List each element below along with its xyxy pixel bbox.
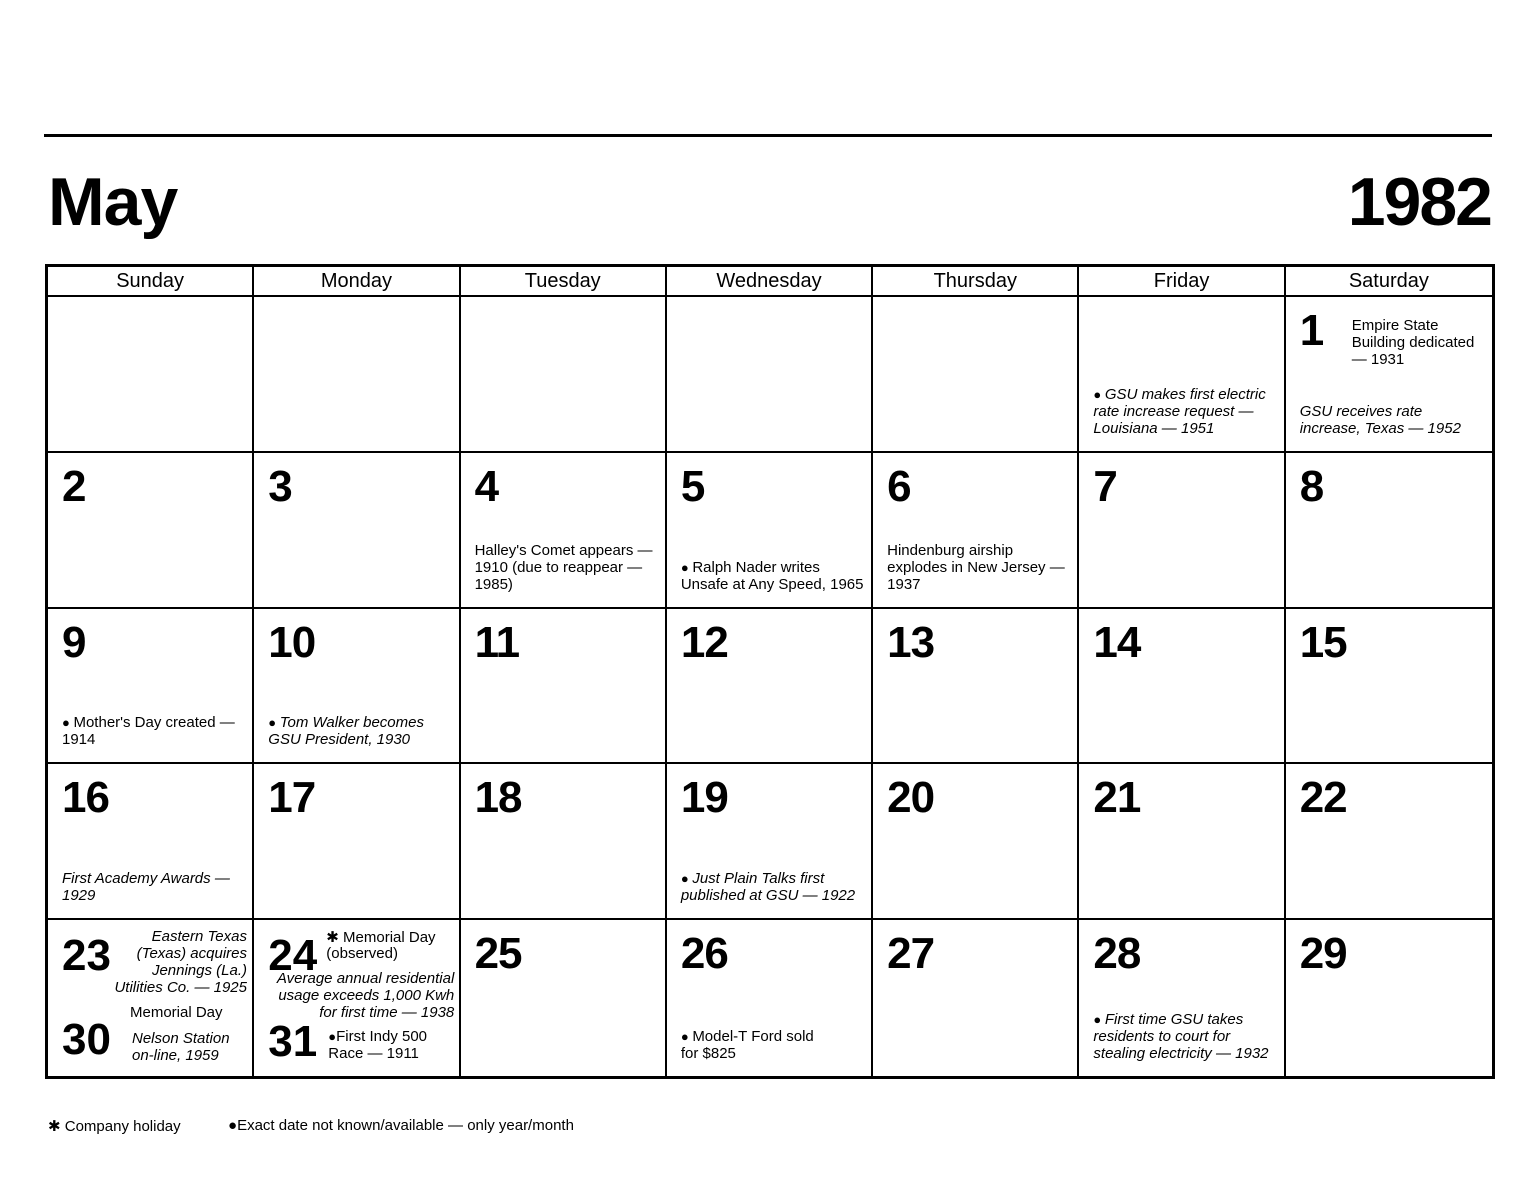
day-number: 1	[1299, 306, 1325, 355]
weekday-wednesday: Wednesday	[667, 267, 873, 297]
day-cell-empty	[48, 297, 254, 453]
day-number: 27	[887, 929, 935, 979]
day-number: 5	[680, 461, 705, 511]
weekday-tuesday: Tuesday	[461, 267, 667, 297]
day-cell-25	[461, 920, 667, 1076]
event-note: ● Mother's Day created — 1914	[62, 714, 235, 749]
bullet-dot-icon: ●	[680, 871, 693, 887]
day-number: 31	[268, 1017, 318, 1067]
bullet-dot-icon: ●	[680, 559, 693, 575]
day-number: 26	[680, 929, 728, 979]
day-number: 9	[62, 617, 86, 667]
day-cell-14	[1079, 609, 1285, 765]
event-note: ● Ralph Nader writes Unsafe at Any Speed, 1965	[680, 558, 864, 593]
legend-company-holiday: ✱ Company holiday	[48, 1118, 181, 1135]
day-cell-9	[48, 609, 254, 765]
day-cell-empty	[254, 297, 460, 453]
day-cell-7	[1079, 453, 1285, 609]
day-cell-23-30	[48, 920, 254, 1076]
day-number: 24	[268, 931, 318, 981]
day-number: 21	[1093, 773, 1141, 823]
day-cell-empty	[873, 297, 1079, 453]
event-note: Halley's Comet appears — 1910 (due to reappear — 1985)	[474, 541, 653, 593]
day-number: 8	[1299, 461, 1324, 511]
day-cell-16	[48, 764, 254, 920]
day-number: 17	[268, 773, 316, 823]
day-cell-10	[254, 609, 460, 765]
event-note: ● First time GSU takes residents to court for stealing electricity — 1932	[1093, 1011, 1269, 1062]
event-note: Hindenburg airship explodes in New Jersey — 1937	[887, 541, 1065, 593]
day-cell-26	[667, 920, 873, 1076]
day-cell-15	[1286, 609, 1492, 765]
day-cell-6	[873, 453, 1079, 609]
day-number: 7	[1093, 461, 1117, 511]
day-number: 3	[268, 461, 292, 511]
day-cell-empty	[667, 297, 873, 453]
day-cell-3	[254, 453, 460, 609]
day-cell-22	[1286, 764, 1492, 920]
day-cell-13	[873, 609, 1079, 765]
event-note: Average annual residential usage exceeds 1,000 Kwh for first time — 1938	[276, 970, 455, 1022]
bullet-dot-icon: ●	[328, 1029, 337, 1045]
bullet-dot-icon: ●	[268, 715, 280, 731]
day-cell-11	[461, 609, 667, 765]
event-note: First Academy Awards — 1929	[62, 870, 230, 905]
day-number: 14	[1093, 617, 1141, 667]
day-cell-1	[1286, 297, 1492, 453]
day-cell-17	[254, 764, 460, 920]
weekday-thursday: Thursday	[873, 267, 1079, 297]
event-note: Empire State Building dedicated — 1931	[1351, 317, 1475, 368]
calendar-grid	[45, 264, 1495, 1079]
day-number: 28	[1093, 929, 1141, 979]
day-number: 29	[1299, 929, 1347, 979]
day-cell-2	[48, 453, 254, 609]
event-note: ● GSU makes first electric rate increase request — Louisiana — 1951	[1093, 385, 1266, 437]
day-cell-12	[667, 609, 873, 765]
day-number: 2	[62, 461, 86, 511]
day-number: 4	[474, 461, 499, 511]
weekday-friday: Friday	[1079, 267, 1285, 297]
day-cell-20	[873, 764, 1079, 920]
year-title: 1982	[1347, 164, 1491, 240]
bullet-dot-icon: ●	[1093, 1012, 1105, 1027]
day-number: 30	[62, 1015, 111, 1065]
day-number: 19	[680, 773, 728, 823]
day-number: 11	[474, 617, 520, 667]
day-cell-27	[873, 920, 1079, 1076]
bullet-dot-icon: ●	[1093, 386, 1105, 402]
top-rule	[44, 134, 1492, 137]
event-note: ● Model-T Ford sold for $825	[680, 1028, 814, 1062]
legend-exact-date: ●Exact date not known/available — only year/month	[228, 1117, 574, 1134]
day-cell-8	[1286, 453, 1492, 609]
event-note: ●First Indy 500 Race — 1911	[328, 1028, 428, 1063]
day-cell-29	[1286, 920, 1492, 1076]
day-cell-18	[461, 764, 667, 920]
star-icon: ✱	[326, 929, 339, 947]
month-title: May	[48, 164, 178, 240]
day-cell-4	[461, 453, 667, 609]
day-number: 23	[62, 931, 111, 981]
day-number: 20	[887, 773, 935, 823]
day-number: 6	[887, 461, 911, 511]
holiday-label: Memorial Day	[130, 1004, 223, 1022]
star-icon: ✱	[48, 1118, 61, 1135]
day-cell-empty-friday	[1079, 297, 1285, 453]
event-note: ● Just Plain Talks first published at GSU — 1922	[680, 870, 856, 905]
day-number: 15	[1299, 617, 1347, 667]
event-note: GSU receives rate increase, Texas — 1952	[1299, 402, 1461, 437]
event-note: Eastern Texas (Texas) acquires Jennings (La.) Utilities Co. — 1925	[114, 928, 247, 997]
day-cell-28	[1079, 920, 1285, 1076]
weekday-saturday: Saturday	[1286, 267, 1492, 297]
event-note: ● Tom Walker becomes GSU President, 1930	[268, 714, 424, 749]
day-number: 10	[268, 617, 316, 667]
weekday-sunday: Sunday	[48, 267, 254, 297]
weekday-monday: Monday	[254, 267, 460, 297]
bullet-dot-icon: ●	[228, 1117, 238, 1134]
holiday-label: ✱ Memorial Day (observed)	[326, 929, 436, 963]
day-cell-5	[667, 453, 873, 609]
bullet-dot-icon: ●	[62, 715, 74, 731]
day-cell-21	[1079, 764, 1285, 920]
day-number: 16	[62, 773, 109, 823]
day-cell-24-31	[254, 920, 460, 1076]
event-note: Nelson Station on-line, 1959	[132, 1030, 230, 1065]
day-cell-19	[667, 764, 873, 920]
day-number: 12	[680, 617, 728, 667]
day-number: 18	[474, 773, 522, 823]
day-number: 22	[1299, 773, 1347, 823]
day-number: 13	[887, 617, 935, 667]
bullet-dot-icon: ●	[680, 1029, 693, 1044]
day-cell-empty	[461, 297, 667, 453]
day-number: 25	[474, 929, 522, 979]
